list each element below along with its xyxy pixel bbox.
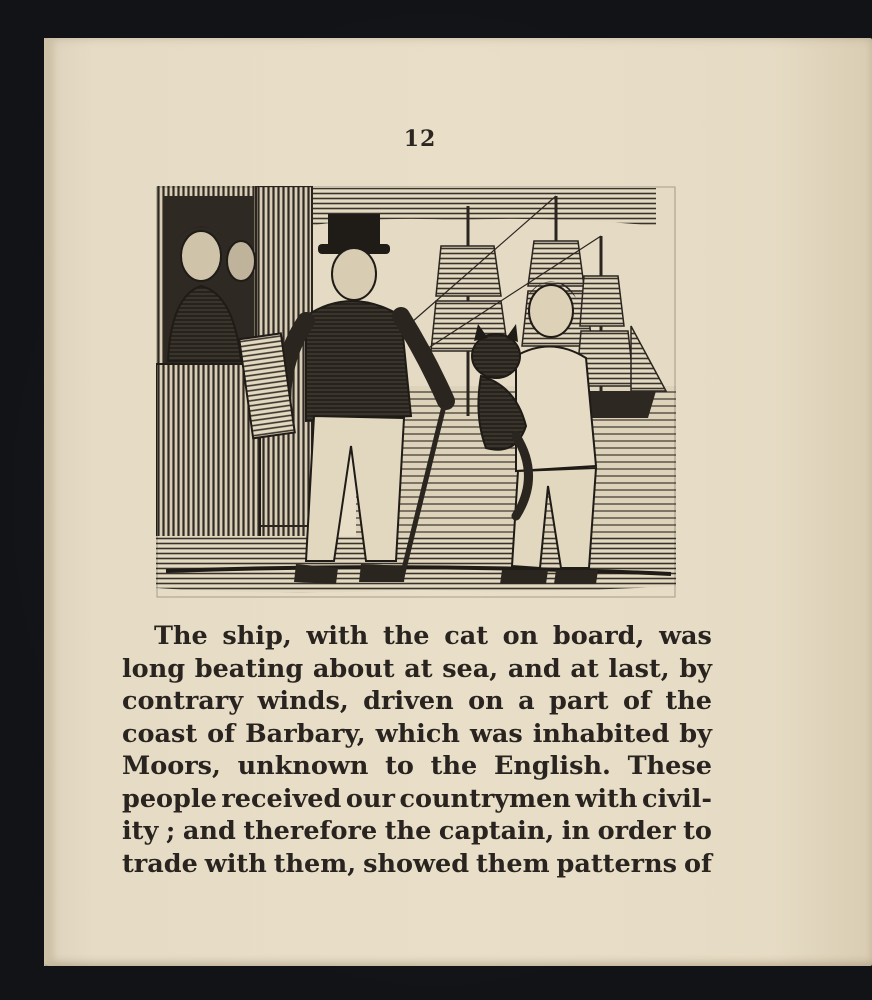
text-line: people received our countrymen with civil- bbox=[122, 783, 712, 814]
ground bbox=[156, 536, 676, 593]
text-line: coast of Barbary, which was inhabited by bbox=[122, 718, 712, 749]
text-line: ity ; and therefore the captain, in order to bbox=[122, 816, 712, 846]
text-line: contrary winds, driven on a part of the bbox=[122, 686, 712, 716]
woodcut-illustration bbox=[156, 186, 676, 598]
text-line: The ship, with the cat on board, was bbox=[154, 621, 712, 651]
page-number: 12 bbox=[403, 126, 437, 152]
text-line: trade with them, showed them patterns of bbox=[122, 848, 712, 879]
text-line: Moors, unknown to the English. These bbox=[122, 751, 712, 781]
text-line: long beating about at sea, and at last, by bbox=[122, 653, 712, 684]
body-paragraph bbox=[122, 620, 712, 880]
